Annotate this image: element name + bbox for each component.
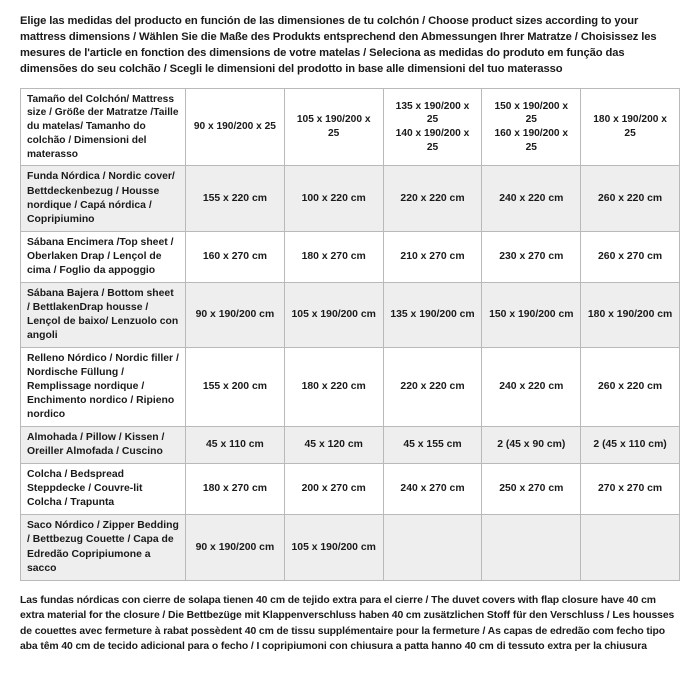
row-cell: 2 (45 x 110 cm) (581, 427, 680, 464)
mattress-size-table (20, 88, 680, 581)
header-col-3-line-2: 140 x 190/200 x 25 (395, 128, 470, 153)
row-cell: 155 x 220 cm (186, 166, 285, 231)
row-label: Funda Nórdica / Nordic cover/ Bettdeckenbezug / Housse nordique / Capá nórdica / Copripiumino (21, 166, 186, 231)
row-label: Relleno Nórdico / Nordic filler / Nordische Füllung / Remplissage nordique / Enchimento nordico / Ripieno nordico (21, 347, 186, 426)
table-header-row (21, 88, 680, 166)
row-label: Colcha / Bedspread Steppdecke / Couvre-lit Colcha / Trapunta (21, 464, 186, 515)
row-cell: 230 x 270 cm (482, 231, 581, 282)
row-cell: 45 x 120 cm (284, 427, 383, 464)
header-col-4-line-2: 160 x 190/200 x 25 (494, 128, 569, 153)
row-cell: 240 x 270 cm (383, 464, 482, 515)
row-cell: 250 x 270 cm (482, 464, 581, 515)
header-col-5: 180 x 190/200 x 25 (581, 88, 680, 166)
table-row (21, 347, 680, 426)
row-cell (383, 515, 482, 580)
header-col-4 (482, 88, 581, 166)
table-row (21, 166, 680, 231)
row-cell: 2 (45 x 90 cm) (482, 427, 581, 464)
row-cell: 270 x 270 cm (581, 464, 680, 515)
header-col-3 (383, 88, 482, 166)
row-label: Sábana Encimera /Top sheet / Oberlaken Drap / Lençol de cima / Foglio da appoggio (21, 231, 186, 282)
header-col-2: 105 x 190/200 x 25 (284, 88, 383, 166)
row-cell: 155 x 200 cm (186, 347, 285, 426)
footnote-text: Las fundas nórdicas con cierre de solapa tienen 40 cm de tejido extra para el cierre / The duvet covers with flap closure have 40 cm extra material for the closure / Die Bettbezüge mit Klappenverschluss haben 40 cm zusätzlichen Stoff für den Verschluss / Les housses de couettes avec fermeture à rabat possèdent 40 cm de tissu supplémentaire pour la fermeture / As capas de edredão com fecho tipo aba têm 40 cm de tecido adicional para o fecho / I copripiumoni con chiusura a patta hanno 40 cm di tessuto extra per la chiusura (20, 594, 675, 653)
row-label: Almohada / Pillow / Kissen / Oreiller Almofada / Cuscino (21, 427, 186, 464)
table-row (21, 427, 680, 464)
row-cell: 160 x 270 cm (186, 231, 285, 282)
row-cell (581, 515, 680, 580)
row-cell: 90 x 190/200 cm (186, 515, 285, 580)
row-cell (482, 515, 581, 580)
row-cell: 180 x 270 cm (186, 464, 285, 515)
table-row (21, 464, 680, 515)
row-cell: 180 x 220 cm (284, 347, 383, 426)
row-cell: 180 x 270 cm (284, 231, 383, 282)
row-cell: 100 x 220 cm (284, 166, 383, 231)
row-cell: 220 x 220 cm (383, 166, 482, 231)
header-col-1: 90 x 190/200 x 25 (186, 88, 285, 166)
table-row (21, 231, 680, 282)
row-cell: 105 x 190/200 cm (284, 282, 383, 347)
header-label-cell: Tamaño del Colchón/ Mattress size / Größe der Matratze /Taille du matelas/ Tamanho do colchão / Dimensioni del materasso (21, 88, 186, 166)
row-cell: 260 x 220 cm (581, 166, 680, 231)
row-cell: 90 x 190/200 cm (186, 282, 285, 347)
row-cell: 150 x 190/200 cm (482, 282, 581, 347)
row-cell: 200 x 270 cm (284, 464, 383, 515)
row-cell: 210 x 270 cm (383, 231, 482, 282)
row-cell: 135 x 190/200 cm (383, 282, 482, 347)
header-col-4-line-1: 150 x 190/200 x 25 (494, 100, 569, 126)
row-label: Sábana Bajera / Bottom sheet / BettlakenDrap housse / Lençol de baixo/ Lenzuolo con angoli (21, 282, 186, 347)
row-cell: 45 x 155 cm (383, 427, 482, 464)
row-cell: 45 x 110 cm (186, 427, 285, 464)
intro-text: Elige las medidas del producto en función de las dimensiones de tu colchón / Choose product sizes according to your mattress dimensions / Wählen Sie die Maße des Produkts entsprechend den Abmessungen Ihrer Matratze / Choisissez les mesures de l'article en fonction des dimensions de votre matelas / Seleciona as medidas do produto em função das dimensões do seu colchão / Scegli le dimensioni del prodotto in base alle dimensioni del tuo materasso (20, 15, 657, 75)
table-row (21, 515, 680, 580)
row-cell: 240 x 220 cm (482, 166, 581, 231)
row-cell: 220 x 220 cm (383, 347, 482, 426)
row-cell: 180 x 190/200 cm (581, 282, 680, 347)
table-row (21, 282, 680, 347)
row-cell: 260 x 270 cm (581, 231, 680, 282)
row-cell: 105 x 190/200 cm (284, 515, 383, 580)
row-cell: 260 x 220 cm (581, 347, 680, 426)
header-col-3-line-1: 135 x 190/200 x 25 (395, 100, 470, 126)
row-label: Saco Nórdico / Zipper Bedding / Bettbezug Couette / Capa de Edredão Copripiumone a sacco (21, 515, 186, 580)
row-cell: 240 x 220 cm (482, 347, 581, 426)
